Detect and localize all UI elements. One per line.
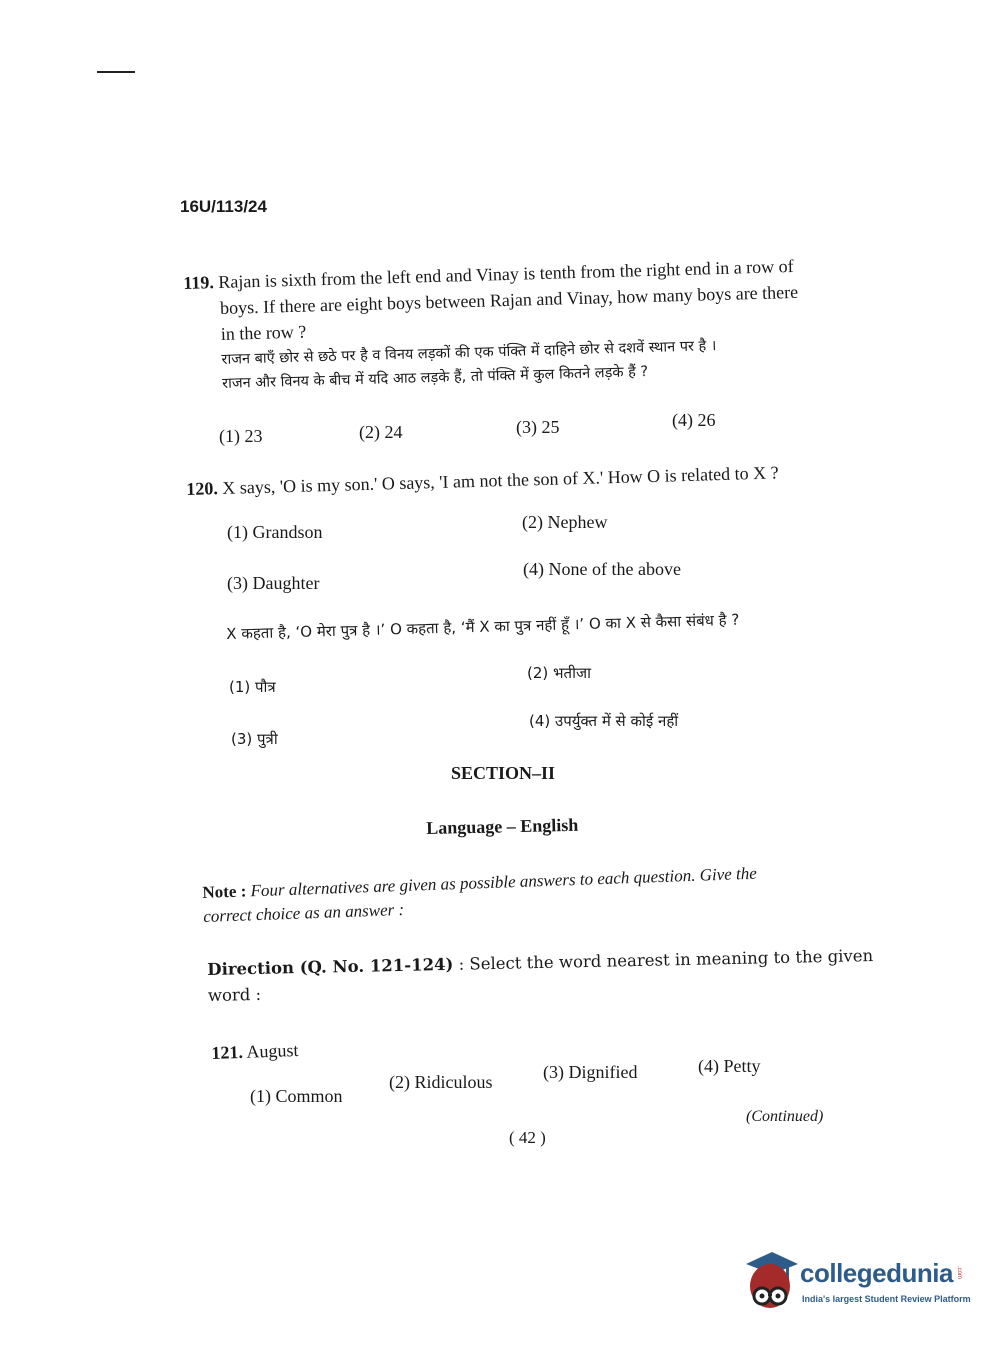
note-block xyxy=(202,861,758,928)
logo-tagline: India's largest Student Review Platform xyxy=(802,1294,971,1304)
hindi-option-4: (4) उपर्युक्त में से कोई नहीं xyxy=(529,712,679,730)
question-number: 120. xyxy=(186,478,219,499)
paper-code: 16U/113/24 xyxy=(180,197,267,216)
option-1: (1) Grandson xyxy=(227,522,323,542)
hindi-option-1: (1) पौत्र xyxy=(229,678,276,696)
question-word: August xyxy=(246,1039,299,1062)
question-number: 119. xyxy=(183,272,215,293)
logo-dotcom: .com xyxy=(956,1266,962,1280)
section-title: SECTION–II xyxy=(451,763,556,783)
option-2: (2) Nephew xyxy=(522,512,608,532)
question-text-line: in the row ? xyxy=(220,321,307,344)
option-3: (3) Daughter xyxy=(227,573,320,593)
hindi-text-line: राजन बाएँ छोर से छठे पर है व विनय लड़कों की एक पंक्ति में दाहिने छोर से दशवें स्थान पर है । xyxy=(221,338,717,368)
hindi-option-2: (2) भतीजा xyxy=(527,664,592,682)
logo-wordmark: collegedunia xyxy=(800,1258,953,1288)
continued-label: (Continued) xyxy=(746,1108,824,1125)
option-3: (3) Dignified xyxy=(543,1062,638,1082)
section-subtitle: Language – English xyxy=(426,814,579,838)
option-4: (4) Petty xyxy=(698,1056,761,1076)
note-text-line: correct choice as an answer : xyxy=(202,899,405,926)
hindi-text-line: राजन और विनय के बीच में यदि आठ लड़के हैं, तो पंक्ति में कुल कितने लड़के हैं ? xyxy=(221,364,649,392)
option-4: (4) 26 xyxy=(672,410,716,430)
hindi-question-text: X कहता है, ‘O मेरा पुत्र है ।’ O कहता है, ‘मैं X का पुत्र नहीं हूँ ।’ O का X से कैसा संबंध है ? xyxy=(226,610,740,643)
direction-text-line: : Select the word nearest in meaning to the given xyxy=(458,946,874,974)
direction-text-line: word : xyxy=(207,984,262,1005)
question-121 xyxy=(211,1037,299,1066)
option-4: (4) None of the above xyxy=(523,559,681,579)
collegedunia-logo xyxy=(742,1250,972,1320)
page-number: ( 42 ) xyxy=(509,1128,546,1147)
option-2: (2) Ridiculous xyxy=(389,1072,493,1092)
option-2: (2) 24 xyxy=(359,422,403,442)
question-text-line: boys. If there are eight boys between Rajan and Vinay, how many boys are there xyxy=(219,281,799,318)
top-rule xyxy=(97,71,135,73)
option-3: (3) 25 xyxy=(516,417,560,437)
question-number: 121. xyxy=(211,1041,244,1063)
note-text-line: Four alternatives are given as possible answers to each question. Give the xyxy=(250,863,758,901)
question-text: X says, 'O is my son.' O says, 'I am not the son of X.' How O is related to X ? xyxy=(222,462,779,498)
note-label: Note : xyxy=(202,881,247,902)
option-1: (1) Common xyxy=(250,1086,343,1106)
question-text-line: Rajan is sixth from the left end and Vinay is tenth from the right end in a row of xyxy=(218,255,794,293)
question-119 xyxy=(183,253,801,396)
option-1: (1) 23 xyxy=(219,426,263,446)
question-120 xyxy=(186,459,779,502)
direction-label: Direction (Q. No. 121-124) xyxy=(207,954,454,979)
hindi-option-3: (3) पुत्री xyxy=(231,730,278,748)
mascot-icon xyxy=(742,1250,800,1312)
direction-block xyxy=(207,942,874,1008)
